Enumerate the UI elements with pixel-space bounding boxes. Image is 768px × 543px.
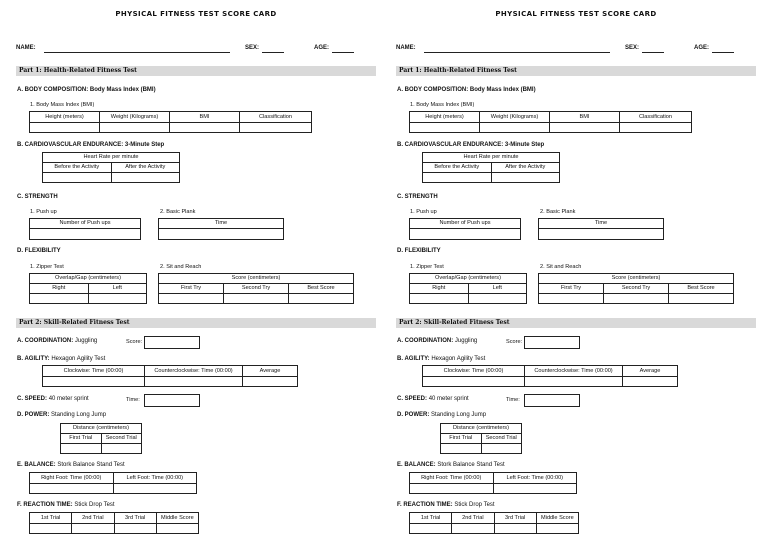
zipper-col-left: Left [88, 284, 147, 294]
table-row [441, 434, 522, 444]
bmi-col-bmi: BMI [170, 112, 240, 123]
balance-right-cell[interactable] [410, 484, 494, 494]
section-agility: B. AGILITY: Hexagon Agility Test [397, 356, 486, 362]
bmi-col-classification: Classification [240, 112, 312, 123]
table-row [30, 229, 141, 240]
reaction-table [29, 512, 199, 534]
sex-field[interactable] [262, 52, 284, 53]
reaction-col-2: 2nd Trial [72, 513, 114, 524]
table-row [539, 284, 734, 294]
agility-col-cw: Clockwise: Time (00:00) [423, 366, 525, 377]
score-label: Score: [506, 339, 523, 345]
table-row [43, 163, 180, 173]
zipper-header: Overlap/Gap (centimeters) [30, 274, 147, 284]
zipper-left-cell[interactable] [88, 294, 147, 304]
table-row [30, 484, 197, 494]
sit-col-second: Second Try [604, 284, 669, 294]
bmi-col-height: Height (meters) [410, 112, 480, 123]
table-row [159, 229, 284, 240]
power-first-cell[interactable] [61, 444, 102, 454]
sit-reach-header: Score (centimeters) [159, 274, 354, 284]
hr-header: Heart Rate per minute [423, 153, 560, 163]
table-row [43, 366, 298, 377]
table-row [539, 229, 664, 240]
sit-reach-table [538, 273, 734, 304]
reaction-col-middle: Middle Score [536, 513, 578, 524]
section-power: D. POWER: Standing Long Jump [17, 412, 107, 418]
power-col-first: First Trial [61, 434, 102, 444]
score-label: Score: [126, 339, 143, 345]
table-row [423, 173, 560, 183]
table-row [441, 444, 522, 454]
hr-col-before: Before the Activity [43, 163, 112, 173]
table-row [159, 284, 354, 294]
table-row [410, 274, 527, 284]
bmi-weight-cell[interactable] [480, 123, 550, 133]
bmi-class-cell[interactable] [620, 123, 692, 133]
bmi-table [409, 111, 692, 133]
table-row [30, 473, 197, 484]
agility-col-ccw: Counterclockwise: Time (00:00) [145, 366, 243, 377]
zipper-header: Overlap/Gap (centimeters) [410, 274, 527, 284]
hr-before-cell[interactable] [43, 173, 112, 183]
agility-table [42, 365, 298, 387]
agility-col-ccw: Counterclockwise: Time (00:00) [525, 366, 623, 377]
agility-ccw-cell[interactable] [145, 377, 243, 387]
table-row [30, 274, 147, 284]
part2-header: Part 2: Skill-Related Fitness Test [396, 318, 756, 328]
power-table [440, 423, 522, 454]
bmi-class-cell[interactable] [240, 123, 312, 133]
table-row [410, 229, 521, 240]
section-balance: E. BALANCE: Stork Balance Stand Test [397, 462, 505, 468]
bmi-col-weight: Weight (Kilograms) [480, 112, 550, 123]
section-cardio: B. CARDIOVASCULAR ENDURANCE: 3-Minute Step [397, 142, 545, 148]
sit-first-cell[interactable] [159, 294, 224, 304]
table-row [30, 123, 312, 133]
hr-col-after: After the Activity [491, 163, 560, 173]
reaction-middle-cell[interactable] [536, 524, 578, 534]
power-col-first: First Trial [441, 434, 482, 444]
table-row [539, 294, 734, 304]
bmi-value-cell[interactable] [170, 123, 240, 133]
table-row [410, 473, 577, 484]
pushup-table [409, 218, 521, 240]
sit-col-second: Second Try [224, 284, 289, 294]
reaction-col-2: 2nd Trial [452, 513, 494, 524]
sex-label: SEX: [625, 45, 640, 51]
table-row [43, 153, 180, 163]
table-row [410, 123, 692, 133]
heart-rate-table [42, 152, 180, 183]
sit-reach-header: Score (centimeters) [539, 274, 734, 284]
name-label: NAME: [396, 45, 416, 51]
table-row [423, 366, 678, 377]
agility-cw-cell[interactable] [43, 377, 145, 387]
section-balance: E. BALANCE: Stork Balance Stand Test [17, 462, 125, 468]
sit-first-cell[interactable] [539, 294, 604, 304]
plank-col: Time [539, 219, 664, 229]
sex-label: SEX: [245, 45, 260, 51]
part1-header: Part 1: Health-Related Fitness Test [396, 66, 756, 76]
balance-table [409, 472, 577, 494]
section-body-composition: A. BODY COMPOSITION: Body Mass Index (BMI) [397, 87, 536, 93]
table-row [61, 424, 142, 434]
power-header: Distance (centimeters) [441, 424, 522, 434]
section-agility: B. AGILITY: Hexagon Agility Test [17, 356, 106, 362]
reaction-1-cell[interactable] [410, 524, 452, 534]
sit-reach-subtitle: 2. Sit and Reach [160, 264, 202, 270]
pushup-table [29, 218, 141, 240]
balance-table [29, 472, 197, 494]
coordination-score-box[interactable] [524, 336, 580, 349]
age-label: AGE: [314, 45, 329, 51]
bmi-height-cell[interactable] [410, 123, 480, 133]
section-flexibility: D. FLEXIBILITY [397, 248, 441, 254]
table-row [410, 513, 579, 524]
zipper-subtitle: 1. Zipper Test [410, 264, 444, 270]
sit-reach-subtitle: 2. Sit and Reach [540, 264, 582, 270]
plank-cell[interactable] [159, 229, 284, 240]
zipper-col-right: Right [410, 284, 469, 294]
table-row [423, 377, 678, 387]
reaction-table [409, 512, 579, 534]
name-field[interactable] [44, 52, 230, 53]
table-row [539, 274, 734, 284]
power-second-cell[interactable] [101, 444, 142, 454]
table-row [410, 294, 527, 304]
bmi-table [29, 111, 312, 133]
table-row [423, 153, 560, 163]
table-row [159, 274, 354, 284]
card-title: PHYSICAL FITNESS TEST SCORE CARD [115, 10, 277, 18]
age-field[interactable] [712, 52, 734, 53]
sit-best-cell[interactable] [289, 294, 354, 304]
section-body-composition: A. BODY COMPOSITION: Body Mass Index (BMI) [17, 87, 156, 93]
table-row [410, 284, 527, 294]
pushup-cell[interactable] [30, 229, 141, 240]
balance-col-right: Right Foot: Time (00:00) [30, 473, 114, 484]
score-card-right [392, 0, 760, 543]
hr-header: Heart Rate per minute [43, 153, 180, 163]
name-field[interactable] [424, 52, 610, 53]
power-table [60, 423, 142, 454]
reaction-col-1: 1st Trial [30, 513, 72, 524]
table-row [43, 173, 180, 183]
zipper-table [409, 273, 527, 304]
table-row [30, 219, 141, 229]
zipper-right-cell[interactable] [30, 294, 89, 304]
bmi-height-cell[interactable] [30, 123, 100, 133]
table-row [410, 112, 692, 123]
table-row [61, 444, 142, 454]
section-strength: C. STRENGTH [17, 194, 58, 200]
table-row [159, 294, 354, 304]
balance-left-cell[interactable] [493, 484, 577, 494]
zipper-col-left: Left [468, 284, 527, 294]
plank-col: Time [159, 219, 284, 229]
section-coordination: A. COORDINATION: Juggling [17, 338, 98, 344]
agility-avg-cell[interactable] [243, 377, 298, 387]
sit-reach-table [158, 273, 354, 304]
age-field[interactable] [332, 52, 354, 53]
section-reaction: F. REACTION TIME: Stick Drop Test [397, 502, 495, 508]
bmi-col-bmi: BMI [550, 112, 620, 123]
bmi-subtitle: 1. Body Mass Index (BMI) [410, 102, 475, 108]
time-label: Time: [126, 397, 140, 403]
sit-col-best: Best Score [669, 284, 734, 294]
pushup-col: Number of Push ups [410, 219, 521, 229]
table-row [410, 219, 521, 229]
table-row [539, 219, 664, 229]
reaction-col-3: 3rd Trial [494, 513, 536, 524]
pushup-subtitle: 1. Push up [410, 209, 437, 215]
section-strength: C. STRENGTH [397, 194, 438, 200]
heart-rate-table [422, 152, 560, 183]
reaction-3-cell[interactable] [114, 524, 156, 534]
zipper-table [29, 273, 147, 304]
time-label: Time: [506, 397, 520, 403]
sit-col-first: First Try [539, 284, 604, 294]
bmi-col-classification: Classification [620, 112, 692, 123]
bmi-weight-cell[interactable] [100, 123, 170, 133]
part2-header: Part 2: Skill-Related Fitness Test [16, 318, 376, 328]
table-row [410, 484, 577, 494]
reaction-col-middle: Middle Score [156, 513, 198, 524]
pushup-subtitle: 1. Push up [30, 209, 57, 215]
zipper-subtitle: 1. Zipper Test [30, 264, 64, 270]
table-row [410, 524, 579, 534]
table-row [423, 163, 560, 173]
reaction-2-cell[interactable] [72, 524, 114, 534]
balance-col-right: Right Foot: Time (00:00) [410, 473, 494, 484]
agility-table [422, 365, 678, 387]
table-row [30, 524, 199, 534]
bmi-subtitle: 1. Body Mass Index (BMI) [30, 102, 95, 108]
power-first-cell[interactable] [441, 444, 482, 454]
section-flexibility: D. FLEXIBILITY [17, 248, 61, 254]
sit-best-cell[interactable] [669, 294, 734, 304]
balance-col-left: Left Foot: Time (00:00) [493, 473, 577, 484]
agility-avg-cell[interactable] [623, 377, 678, 387]
balance-col-left: Left Foot: Time (00:00) [113, 473, 197, 484]
pushup-col: Number of Push ups [30, 219, 141, 229]
agility-cw-cell[interactable] [423, 377, 525, 387]
section-reaction: F. REACTION TIME: Stick Drop Test [17, 502, 115, 508]
part1-header: Part 1: Health-Related Fitness Test [16, 66, 376, 76]
agility-col-cw: Clockwise: Time (00:00) [43, 366, 145, 377]
sit-col-first: First Try [159, 284, 224, 294]
hr-after-cell[interactable] [111, 173, 180, 183]
hr-before-cell[interactable] [423, 173, 492, 183]
speed-time-box[interactable] [524, 394, 580, 407]
plank-cell[interactable] [539, 229, 664, 240]
balance-left-cell[interactable] [113, 484, 197, 494]
balance-right-cell[interactable] [30, 484, 114, 494]
plank-subtitle: 2. Basic Plank [160, 209, 196, 215]
table-row [441, 424, 522, 434]
pushup-cell[interactable] [410, 229, 521, 240]
reaction-col-3: 3rd Trial [114, 513, 156, 524]
plank-subtitle: 2. Basic Plank [540, 209, 576, 215]
power-second-cell[interactable] [481, 444, 522, 454]
power-col-second: Second Trial [481, 434, 522, 444]
score-card-left [12, 0, 380, 543]
zipper-col-right: Right [30, 284, 89, 294]
sit-col-best: Best Score [289, 284, 354, 294]
agility-col-average: Average [623, 366, 678, 377]
table-row [61, 434, 142, 444]
table-row [30, 112, 312, 123]
agility-ccw-cell[interactable] [525, 377, 623, 387]
table-row [30, 284, 147, 294]
speed-time-box[interactable] [144, 394, 200, 407]
sit-second-cell[interactable] [224, 294, 289, 304]
hr-col-after: After the Activity [111, 163, 180, 173]
plank-table [538, 218, 664, 240]
section-power: D. POWER: Standing Long Jump [397, 412, 487, 418]
reaction-middle-cell[interactable] [156, 524, 198, 534]
table-row [30, 294, 147, 304]
age-label: AGE: [694, 45, 709, 51]
sex-field[interactable] [642, 52, 664, 53]
section-speed: C. SPEED: 40 meter sprint [17, 396, 89, 402]
reaction-3-cell[interactable] [494, 524, 536, 534]
table-row [43, 377, 298, 387]
hr-col-before: Before the Activity [423, 163, 492, 173]
bmi-col-weight: Weight (Kilograms) [100, 112, 170, 123]
power-header: Distance (centimeters) [61, 424, 142, 434]
coordination-score-box[interactable] [144, 336, 200, 349]
plank-table [158, 218, 284, 240]
zipper-left-cell[interactable] [468, 294, 527, 304]
reaction-col-1: 1st Trial [410, 513, 452, 524]
agility-col-average: Average [243, 366, 298, 377]
bmi-value-cell[interactable] [550, 123, 620, 133]
reaction-2-cell[interactable] [452, 524, 494, 534]
section-speed: C. SPEED: 40 meter sprint [397, 396, 469, 402]
bmi-col-height: Height (meters) [30, 112, 100, 123]
section-cardio: B. CARDIOVASCULAR ENDURANCE: 3-Minute Step [17, 142, 165, 148]
reaction-1-cell[interactable] [30, 524, 72, 534]
sit-second-cell[interactable] [604, 294, 669, 304]
section-coordination: A. COORDINATION: Juggling [397, 338, 478, 344]
zipper-right-cell[interactable] [410, 294, 469, 304]
hr-after-cell[interactable] [491, 173, 560, 183]
power-col-second: Second Trial [101, 434, 142, 444]
table-row [159, 219, 284, 229]
card-title: PHYSICAL FITNESS TEST SCORE CARD [495, 10, 657, 18]
name-label: NAME: [16, 45, 36, 51]
table-row [30, 513, 199, 524]
